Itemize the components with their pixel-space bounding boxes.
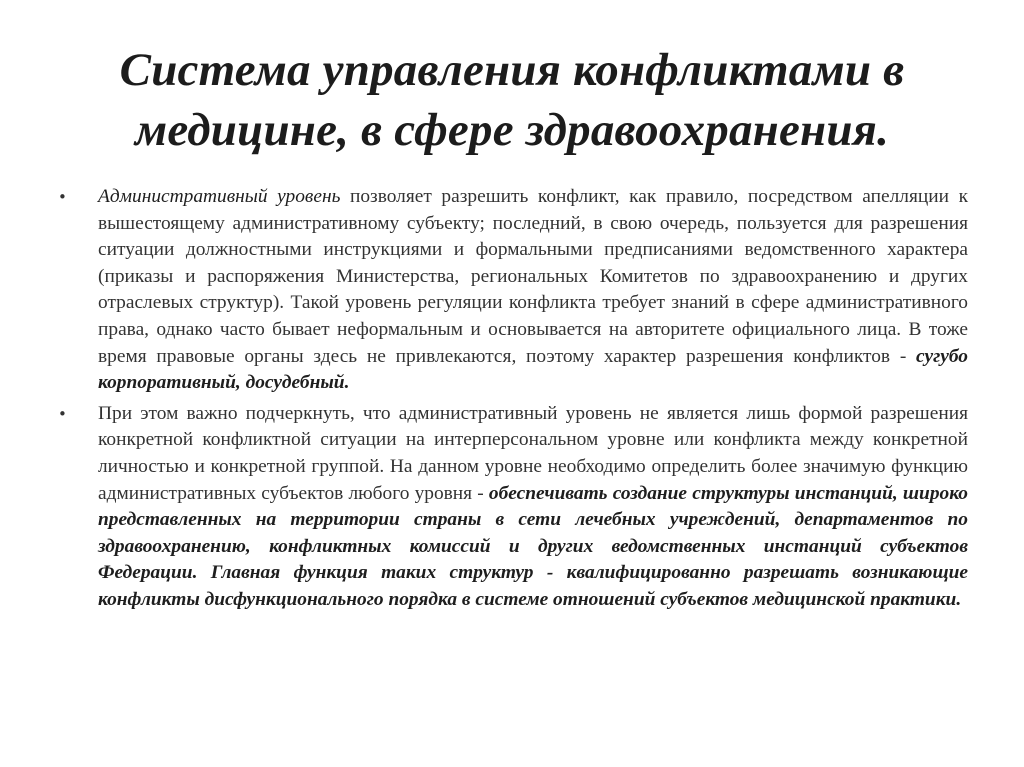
bullet-list — [58, 184, 968, 618]
bullet-body-text: позволяет разрешить конфликт, как правило, посредством апелляции к вышестоящему административному субъекту; последний, в свою очередь, пользуется для разрешения ситуации должностными инструкциями и формальными предписаниями ведомственного характера (приказы и распоряжения Министерства, региональных Комитетов по здравоохранению и других отраслевых структур). Такой уровень регуляции конфликта требует знаний в сфере административного права, однако часто бывает неформальным и основывается на авторитете официального лица. В тоже время правовые органы здесь не привлекаются, поэтому характер разрешения конфликтов - — [98, 186, 968, 367]
slide-title: Система управления конфликтами в медицине, в сфере здравоохранения. — [119, 44, 905, 156]
bullet-emphasis-text: сугубо корпоративный, досудебный. — [98, 345, 968, 394]
bullet-dot-icon: • — [58, 404, 67, 423]
bullet-body-text: При этом важно подчеркнуть, что административный уровень не является лишь формой разрешения конкретной конфликтной ситуации на интерперсональном уровне или конфликта между конкретной личностью и конкретной группой. На данном уровне необходимо определить более значимую функцию административных субъектов любого уровня - — [98, 402, 968, 504]
bullet-dot-icon: • — [58, 188, 67, 206]
bullet-lead-term: Административный уровень — [98, 186, 341, 207]
bullet-emphasis-text: обеспечивать создание структуры инстанций, широко представленных на территории страны в сети лечебных учреждений, департаментов по здравоохранению, конфликтных комиссий и других ведомственных инстанций субъектов Федерации. Главная функция таких структур - квалифицированно разрешать возникающие конфликты дисфункционального порядка в системе отношений субъектов медицинской практики. — [98, 482, 968, 610]
bullet-item-function — [58, 401, 968, 614]
bullet-item-administrative-level — [58, 184, 968, 397]
